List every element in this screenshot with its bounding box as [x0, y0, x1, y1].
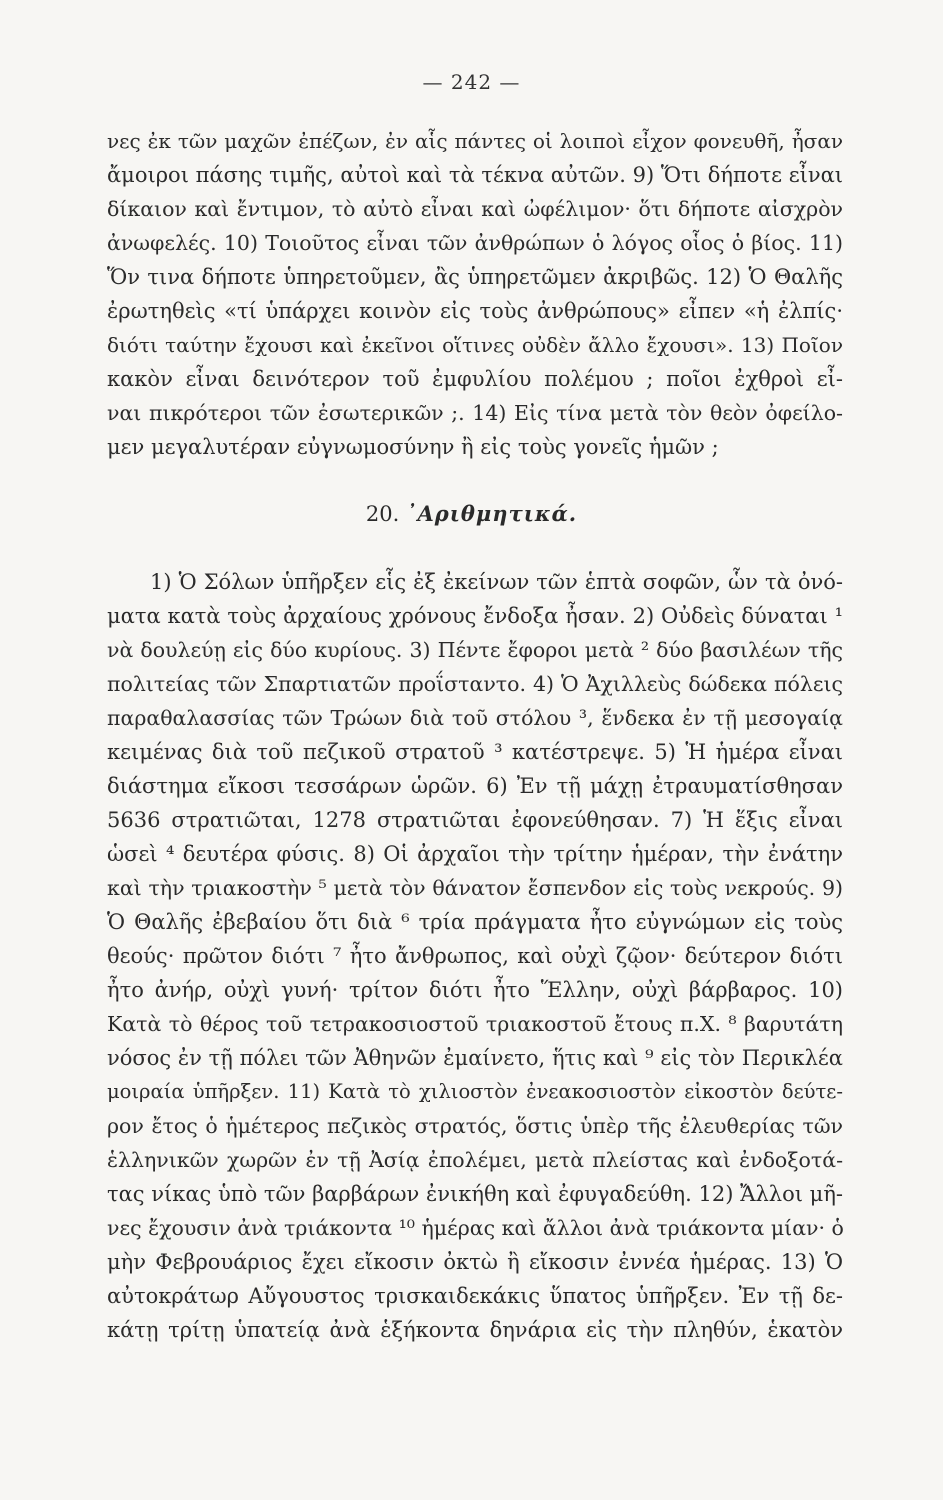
text-line: ἐρωτηθεὶς «τί ὑπάρχει κοινὸν εἰς τοὺς ἀνθρώπους» εἶπεν «ἡ ἐλπίς·	[107, 299, 843, 323]
text-line: θεούς· πρῶτον διότι ⁷ ἦτο ἄνθρωπος, καὶ οὐχὶ ζῷον· δεύτερον διότι	[107, 944, 843, 968]
text-line: διάστημα εἴκοσι τεσσάρων ὡρῶν. 6) Ἐν τῇ μάχῃ ἐτραυματίσθησαν	[107, 774, 843, 798]
text-line: καὶ τὴν τριακοστὴν ⁵ μετὰ τὸν θάνατον ἔσπενδον εἰς τοὺς νεκρούς. 9)	[107, 876, 843, 900]
text-line: νόσος ἐν τῇ πόλει τῶν Ἀθηνῶν ἐμαίνετο, ἥτις καὶ ⁹ εἰς τὸν Περικλέα	[107, 1046, 843, 1070]
text-line: αὐτοκράτωρ Αὔγουστος τρισκαιδεκάκις ὕπατος ὑπῆρξεν. Ἐν τῇ δε-	[107, 1284, 843, 1308]
text-line: ἑλληνικῶν χωρῶν ἐν τῇ Ἀσίᾳ ἐπολέμει, μετὰ πλείστας καὶ ἐνδοξοτά-	[107, 1148, 843, 1172]
text-line: κειμένας διὰ τοῦ πεζικοῦ στρατοῦ ³ κατέστρεψε. 5) Ἡ ἡμέρα εἶναι	[107, 740, 843, 764]
text-line: τας νίκας ὑπὸ τῶν βαρβάρων ἐνικήθη καὶ ἐφυγαδεύθη. 12) Ἄλλοι μῆ-	[107, 1182, 843, 1206]
text-line: νες ἔχουσιν ἀνὰ τριάκοντα ¹⁰ ἡμέρας καὶ ἄλλοι ἀνὰ τριάκοντα μίαν· ὁ	[107, 1216, 844, 1240]
section-number: 20.	[365, 502, 400, 526]
text-line: ἦτο ἀνήρ, οὐχὶ γυνή· τρίτον διότι ἦτο Ἕλλην, οὐχὶ βάρβαρος. 10)	[107, 978, 843, 1002]
text-line: Ὁ Θαλῆς ἐβεβαίου ὅτι διὰ ⁶ τρία πράγματα ἦτο εὐγνώμων εἰς τοὺς	[107, 910, 843, 934]
text-line: νες ἐκ τῶν μαχῶν ἐπέζων, ἐν αἷς πάντες οἱ λοιποὶ εἶχον φονευθῆ, ἦσαν	[107, 129, 843, 153]
text-line: ναι πικρότεροι τῶν ἐσωτερικῶν ;. 14) Εἰς τίνα μετὰ τὸν θεὸν ὀφείλο-	[107, 401, 843, 425]
text-line: παραθαλασσίας τῶν Τρώων διὰ τοῦ στόλου ³, ἕνδεκα ἐν τῇ μεσογαίᾳ	[107, 706, 843, 730]
text-line: ρον ἔτος ὁ ἡμέτερος πεζικὸς στρατός, ὅστις ὑπὲρ τῆς ἐλευθερίας τῶν	[107, 1114, 843, 1138]
text-line: Ὅν τινα δήποτε ὑπηρετοῦμεν, ἂς ὑπηρετῶμεν ἀκριβῶς. 12) Ὁ Θαλῆς	[107, 265, 843, 289]
text-line: διότι ταύτην ἔχουσι καὶ ἐκεῖνοι οἵτινες οὐδὲν ἄλλο ἔχουσι». 13) Ποῖον	[107, 333, 843, 357]
text-line: ἄμοιροι πάσης τιμῆς, αὐτοὶ καὶ τὰ τέκνα αὐτῶν. 9) Ὅτι δήποτε εἶναι	[107, 163, 843, 187]
page-number: — 242 —	[422, 70, 521, 94]
text-line: μεν μεγαλυτέραν εὐγνωμοσύνην ἢ εἰς τοὺς γονεῖς ἡμῶν ;	[107, 435, 719, 459]
text-line: 1) Ὁ Σόλων ὑπῆρξεν εἷς ἐξ ἐκείνων τῶν ἑπτὰ σοφῶν, ὧν τὰ ὀνό-	[150, 570, 843, 594]
text-line: ὡσεὶ ⁴ δευτέρα φύσις. 8) Οἱ ἀρχαῖοι τὴν τρίτην ἡμέραν, τὴν ἐνάτην	[107, 842, 843, 866]
text-line: 5636 στρατιῶται, 1278 στρατιῶται ἐφονεύθησαν. 7) Ἡ ἕξις εἶναι	[107, 808, 843, 832]
text-line: κάτῃ τρίτῃ ὑπατείᾳ ἀνὰ ἑξήκοντα δηνάρια εἰς τὴν πληθύν, ἑκατὸν	[107, 1318, 843, 1342]
text-line: ματα κατὰ τοὺς ἀρχαίους χρόνους ἔνδοξα ἦσαν. 2) Οὐδεὶς δύναται ¹	[107, 604, 843, 628]
section-title: ᾿Αριθμητικά.	[406, 501, 578, 526]
text-line: νὰ δουλεύῃ εἰς δύο κυρίους. 3) Πέντε ἔφοροι μετὰ ² δύο βασιλέων τῆς	[107, 638, 843, 662]
text-line: ἀνωφελές. 10) Τοιοῦτος εἶναι τῶν ἀνθρώπων ὁ λόγος οἷος ὁ βίος. 11)	[107, 231, 843, 255]
text-line: Κατὰ τὸ θέρος τοῦ τετρακοσιοστοῦ τριακοστοῦ ἔτους π.Χ. ⁸ βαρυτάτη	[107, 1012, 843, 1036]
text-line: μὴν Φεβρουάριος ἔχει εἴκοσιν ὀκτὼ ἢ εἴκοσιν ἐννέα ἡμέρας. 13) Ὁ	[107, 1250, 843, 1274]
text-line: δίκαιον καὶ ἔντιμον, τὸ αὐτὸ εἶναι καὶ ὠφέλιμον· ὅτι δήποτε αἰσχρὸν	[107, 197, 843, 221]
text-line: μοιραία ὑπῆρξεν. 11) Κατὰ τὸ χιλιοστὸν ἐνεακοσιοστὸν εἰκοστὸν δεύτε-	[107, 1080, 843, 1103]
text-line: πολιτείας τῶν Σπαρτιατῶν προΐσταντο. 4) Ὁ Ἀχιλλεὺς δώδεκα πόλεις	[107, 672, 843, 696]
text-line: κακὸν εἶναι δεινότερον τοῦ ἐμφυλίου πολέμου ; ποῖοι ἐχθροὶ εἶ-	[107, 367, 843, 391]
section-heading	[0, 500, 943, 528]
